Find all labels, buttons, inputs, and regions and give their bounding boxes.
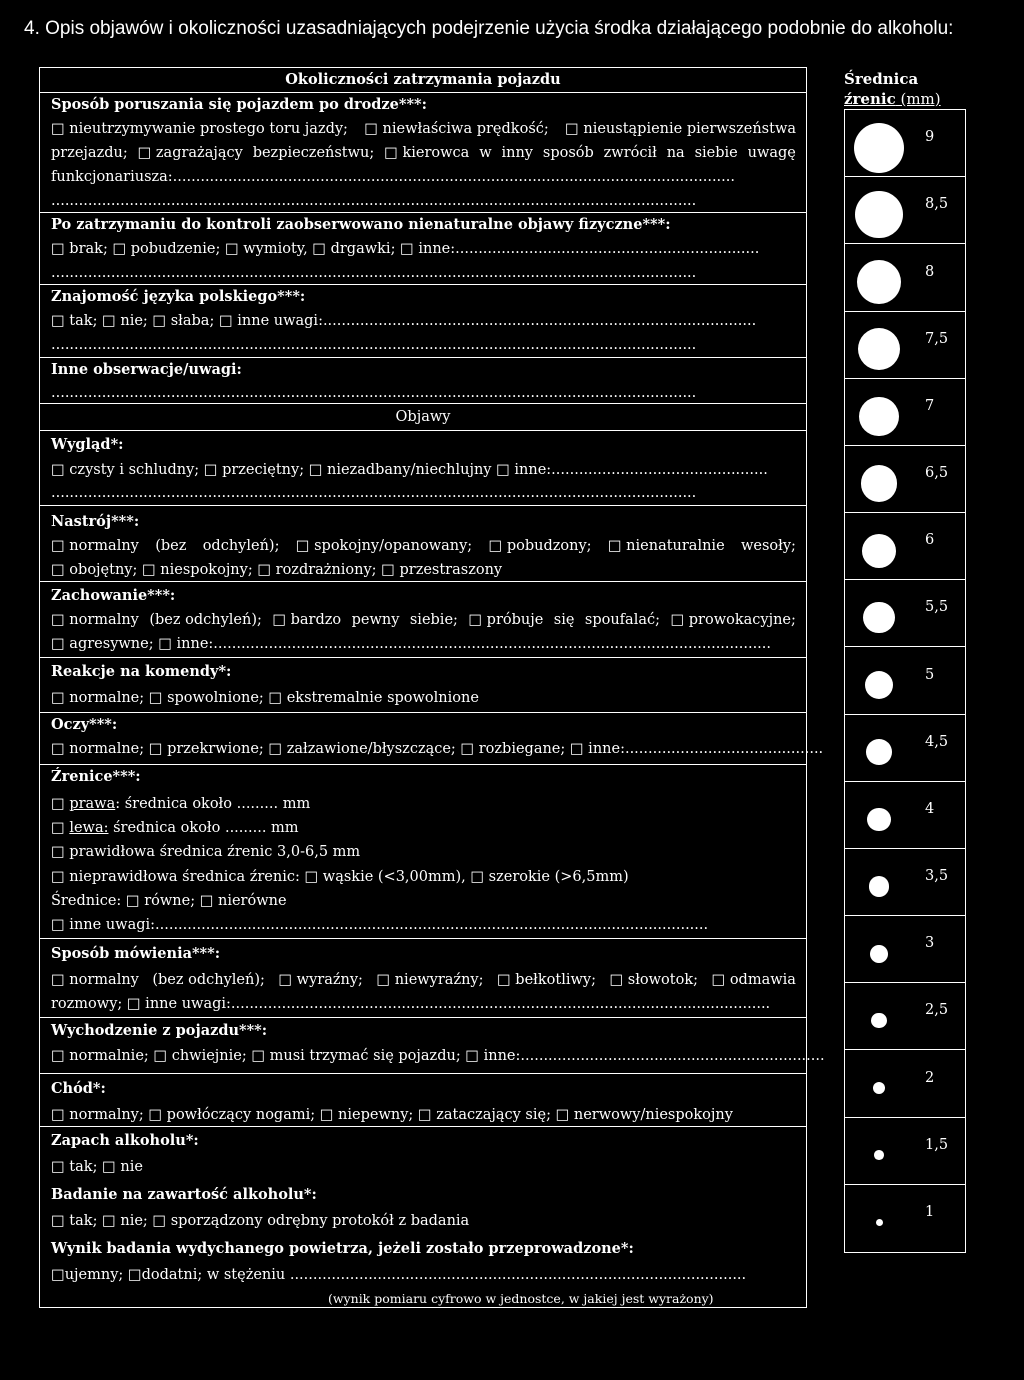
pupil-size-cell	[845, 244, 965, 311]
pupil-gauge-header	[844, 69, 941, 109]
behavior-options-2[interactable]: □ agresywne; □ inne:.........................................................................................................................	[51, 636, 772, 652]
pupil-size-circle	[874, 1150, 884, 1160]
pupil-size-label: 7,5	[925, 330, 949, 347]
word: zwrócił	[603, 145, 657, 161]
eyes-options[interactable]: □ normalne; □ przekrwione; □ załzawione/błyszczące; □ rozbiegane; □ inne:...........................................	[51, 741, 824, 757]
word: przejazdu;	[51, 145, 128, 161]
behavior-options-1[interactable]	[51, 611, 796, 629]
pupil-size-label: 3,5	[925, 868, 949, 885]
pupil-size-label: 5,5	[925, 599, 949, 616]
pupil-size-cell	[845, 916, 965, 983]
word: się	[553, 612, 575, 628]
pupil-size-label: 2	[925, 1069, 935, 1086]
pupil-size-circle	[869, 876, 889, 896]
language-fill[interactable]: ............................................................................................................................................	[51, 337, 697, 353]
pupils-left[interactable]	[51, 819, 299, 837]
pupil-size-label: 7	[925, 397, 935, 414]
pupil-size-cell	[845, 1185, 965, 1252]
symptoms-header: Objawy	[395, 409, 451, 425]
alcohol-test-options[interactable]: □ tak; □ nie; □ sporządzony odrębny protokół z badania	[51, 1213, 470, 1229]
eyes-section	[40, 713, 824, 765]
option-provocative[interactable]: □ prowokacyjne;	[670, 612, 796, 628]
behavior-label: Zachowanie***:	[51, 587, 176, 604]
pupil-size-cell	[845, 446, 965, 513]
left-fill[interactable]: średnica około ......... mm	[108, 820, 299, 836]
driving-manner-fill-2[interactable]: ............................................................................................................................................	[51, 193, 697, 209]
pupil-size-label: 1	[925, 1204, 935, 1221]
pupils-section	[40, 765, 806, 939]
mood-label: Nastrój***:	[51, 513, 140, 530]
word: siebie	[694, 145, 738, 161]
option-no-priority[interactable]: □ nieustąpienie pierwszeństwa	[565, 121, 796, 137]
driving-manner-label: Sposób poruszania się pojazdem po drodze***:	[51, 96, 427, 113]
option-normal[interactable]: □ normalny	[51, 972, 139, 988]
mood-options-2[interactable]: □ obojętny; □ niespokojny; □ rozdrażniony; □ przestraszony	[51, 562, 503, 578]
pupil-size-cell	[845, 513, 965, 580]
pupil-size-label: 8	[925, 263, 935, 280]
exiting-vehicle-section	[40, 1018, 825, 1074]
observation-form	[39, 67, 825, 1308]
pupil-size-cell	[845, 983, 965, 1050]
right-label: prawa	[69, 796, 116, 812]
pupil-size-label: 6	[925, 532, 935, 549]
pupils-normal[interactable]: □ prawidłowa średnica źrenic 3,0-6,5 mm	[51, 844, 361, 860]
word: w	[479, 145, 492, 161]
reactions-label: Reakcje na komendy*:	[51, 663, 232, 680]
reactions-section	[40, 658, 806, 713]
pupil-size-cell	[845, 782, 965, 849]
option-normal[interactable]: □ normalny	[51, 612, 139, 628]
alcohol-smell-options[interactable]: □ tak; □ nie	[51, 1159, 143, 1175]
word: inny	[501, 145, 533, 161]
word: (bez odchyleń);	[152, 972, 265, 988]
driving-manner-fill-1[interactable]: funkcjonariusza:..........................................................................................................................	[51, 169, 735, 185]
pupil-size-circle	[873, 1082, 885, 1094]
mood-options-1[interactable]	[51, 537, 796, 555]
breath-test-result-note: (wynik pomiaru cyfrowo w jednostce, w jakiej jest wyrażony)	[328, 1291, 714, 1306]
word: na	[666, 145, 685, 161]
eyes-label: Oczy***:	[51, 716, 118, 733]
word: bezpieczeństwu;	[252, 145, 375, 161]
other-observations-section	[40, 358, 806, 404]
driving-manner-section	[40, 93, 806, 213]
pupil-size-circle	[857, 260, 902, 305]
language-options[interactable]: □ tak; □ nie; □ słaba; □ inne uwagi:..............................................................................................	[51, 313, 757, 329]
pupils-abnormal[interactable]: □ nieprawidłowa średnica źrenic: □ wąskie (<3,00mm), □ szerokie (>6,5mm)	[51, 869, 629, 885]
pupil-gauge	[844, 109, 966, 1253]
option-wrong-speed[interactable]: □ niewłaściwa prędkość;	[364, 121, 549, 137]
driving-manner-options-2[interactable]	[51, 144, 796, 162]
pupil-size-cell	[845, 110, 965, 177]
option-excited[interactable]: □ pobudzony;	[488, 538, 592, 554]
word: siebie;	[409, 612, 458, 628]
physical-symptoms-fill[interactable]: ............................................................................................................................................	[51, 265, 697, 281]
alcohol-smell-label: Zapach alkoholu*:	[51, 1132, 199, 1149]
right-fill[interactable]: : średnica około ......... mm	[115, 796, 311, 812]
pupil-size-circle	[858, 328, 900, 370]
left-label: lewa:	[69, 820, 109, 836]
pupil-size-label: 6,5	[925, 465, 949, 482]
exiting-vehicle-label: Wychodzenie z pojazdu***:	[51, 1022, 268, 1039]
option-not-straight[interactable]: □ nieutrzymywanie prostego toru jazdy;	[51, 121, 348, 137]
speech-options-2[interactable]: rozmowy; □ inne uwagi:.....................................................................................................................	[51, 996, 771, 1012]
option-logorrhea[interactable]: □ słowotok;	[609, 972, 699, 988]
pupil-size-cell	[845, 580, 965, 647]
word: odchyleń);	[202, 538, 280, 554]
breath-test-result-options[interactable]: □ujemny; □dodatni; w stężeniu ...................................................................................................	[51, 1267, 747, 1283]
option-unclear[interactable]: □ niewyraźny;	[376, 972, 484, 988]
option-endangering[interactable]: □ zagrażający	[137, 145, 243, 161]
gait-section	[40, 1074, 806, 1127]
word: pewny	[351, 612, 400, 628]
exiting-vehicle-options[interactable]: □ normalnie; □ chwiejnie; □ musi trzymać się pojazdu; □ inne:..................................................................	[51, 1048, 825, 1064]
pupils-diameters[interactable]: Średnice: □ równe; □ nierówne	[51, 893, 287, 909]
pupil-size-circle	[861, 465, 898, 502]
circumstances-header: Okoliczności zatrzymania pojazdu	[285, 71, 561, 88]
pupil-size-circle	[867, 808, 890, 831]
pupil-size-cell	[845, 715, 965, 782]
pupil-gauge-unit: (mm)	[895, 90, 941, 108]
appearance-label: Wygląd*:	[51, 436, 124, 453]
word: (bez odchyleń);	[149, 612, 262, 628]
pupil-size-label: 1,5	[925, 1136, 949, 1153]
option-confident[interactable]: □ bardzo	[272, 612, 342, 628]
other-observations-label: Inne obserwacje/uwagi:	[51, 361, 242, 378]
physical-symptoms-section	[40, 213, 806, 285]
symptoms-header-row	[40, 404, 806, 431]
driving-manner-options-1[interactable]	[51, 120, 796, 138]
appearance-options[interactable]: □ czysty i schludny; □ przeciętny; □ niezadbany/niechlujny □ inne:...............................................	[51, 462, 768, 478]
pupil-size-circle	[876, 1219, 883, 1226]
pupil-size-circle	[863, 602, 894, 633]
word: spoufalać;	[584, 612, 660, 628]
gait-label: Chód*:	[51, 1080, 106, 1097]
language-label: Znajomość języka polskiego***:	[51, 288, 306, 305]
option-other-attention[interactable]: □ kierowca	[384, 145, 470, 161]
pupil-size-circle	[855, 191, 902, 238]
pupil-size-circle	[862, 534, 896, 568]
option-unnatural[interactable]: □ nienaturalnie	[607, 538, 725, 554]
pupil-size-cell	[845, 1050, 965, 1117]
pupil-size-label: 4,5	[925, 733, 949, 750]
word: sposób	[542, 145, 594, 161]
pupil-size-label: 8,5	[925, 196, 949, 213]
alcohol-test-label: Badanie na zawartość alkoholu*:	[51, 1186, 317, 1203]
pupil-size-circle	[871, 1013, 886, 1028]
pupil-size-circle	[859, 397, 898, 436]
language-section	[40, 285, 806, 358]
speech-section	[40, 939, 806, 1018]
appearance-section	[40, 431, 806, 506]
pupil-size-cell	[845, 312, 965, 379]
pupil-gauge-subtitle: źrenic	[844, 90, 896, 108]
checkbox[interactable]: □	[51, 820, 65, 836]
pupil-size-label: 4	[925, 800, 935, 817]
option-normal[interactable]: □ normalny	[51, 538, 139, 554]
pupil-size-cell	[845, 379, 965, 446]
pupil-size-circle	[865, 671, 894, 700]
pupils-right[interactable]	[51, 795, 310, 813]
gait-options[interactable]: □ normalny; □ powłóczący nogami; □ niepewny; □ zataczający się; □ nerwowy/niespokojny	[51, 1107, 733, 1123]
word: wesoły;	[740, 538, 796, 554]
other-observations-fill[interactable]: ............................................................................................................................................	[51, 385, 697, 401]
circumstances-header-row	[40, 68, 806, 93]
checkbox[interactable]: □	[51, 796, 65, 812]
option-clear[interactable]: □ wyraźny;	[278, 972, 363, 988]
mood-section	[40, 506, 806, 582]
pupil-gauge-title: Średnica	[844, 70, 919, 88]
pupil-size-cell	[845, 849, 965, 916]
option-calm[interactable]: □ spokojny/opanowany;	[295, 538, 473, 554]
pupils-label: Źrenice***:	[51, 768, 141, 785]
speech-options-1[interactable]	[51, 971, 796, 989]
option-refuses[interactable]: □ odmawia	[711, 972, 796, 988]
option-familiar[interactable]: □ próbuje	[468, 612, 544, 628]
pupil-size-label: 3	[925, 935, 935, 952]
section-title: 4. Opis objawów i okoliczności uzasadniających podejrzenie użycia środka działającego podobnie do alkoholu:	[24, 18, 954, 39]
physical-symptoms-options[interactable]: □ brak; □ pobudzenie; □ wymioty, □ drgawki; □ inne:..................................................................	[51, 241, 760, 257]
physical-symptoms-label: Po zatrzymaniu do kontroli zaobserwowano nienaturalne objawy fizyczne***:	[51, 216, 671, 233]
breath-test-result-label: Wynik badania wydychanego powietrza, jeżeli zostało przeprowadzone*:	[51, 1240, 634, 1257]
pupil-size-label: 5	[925, 666, 935, 683]
pupil-size-cell	[845, 1118, 965, 1185]
pupil-size-cell	[845, 647, 965, 714]
pupils-other[interactable]: □ inne uwagi:........................................................................................................................	[51, 917, 709, 933]
pupil-size-circle	[854, 123, 904, 173]
reactions-options[interactable]: □ normalne; □ spowolnione; □ ekstremalnie spowolnione	[51, 690, 479, 706]
word: (bez	[155, 538, 187, 554]
pupil-size-circle	[866, 739, 892, 765]
behavior-section	[40, 582, 806, 658]
option-slurred[interactable]: □ bełkotliwy;	[497, 972, 596, 988]
speech-label: Sposób mówienia***:	[51, 945, 221, 962]
pupil-size-circle	[870, 945, 888, 963]
pupil-size-label: 9	[925, 129, 935, 146]
pupil-size-label: 2,5	[925, 1002, 949, 1019]
word: uwagę	[747, 145, 796, 161]
pupil-size-cell	[845, 177, 965, 244]
appearance-fill[interactable]: ............................................................................................................................................	[51, 485, 697, 501]
